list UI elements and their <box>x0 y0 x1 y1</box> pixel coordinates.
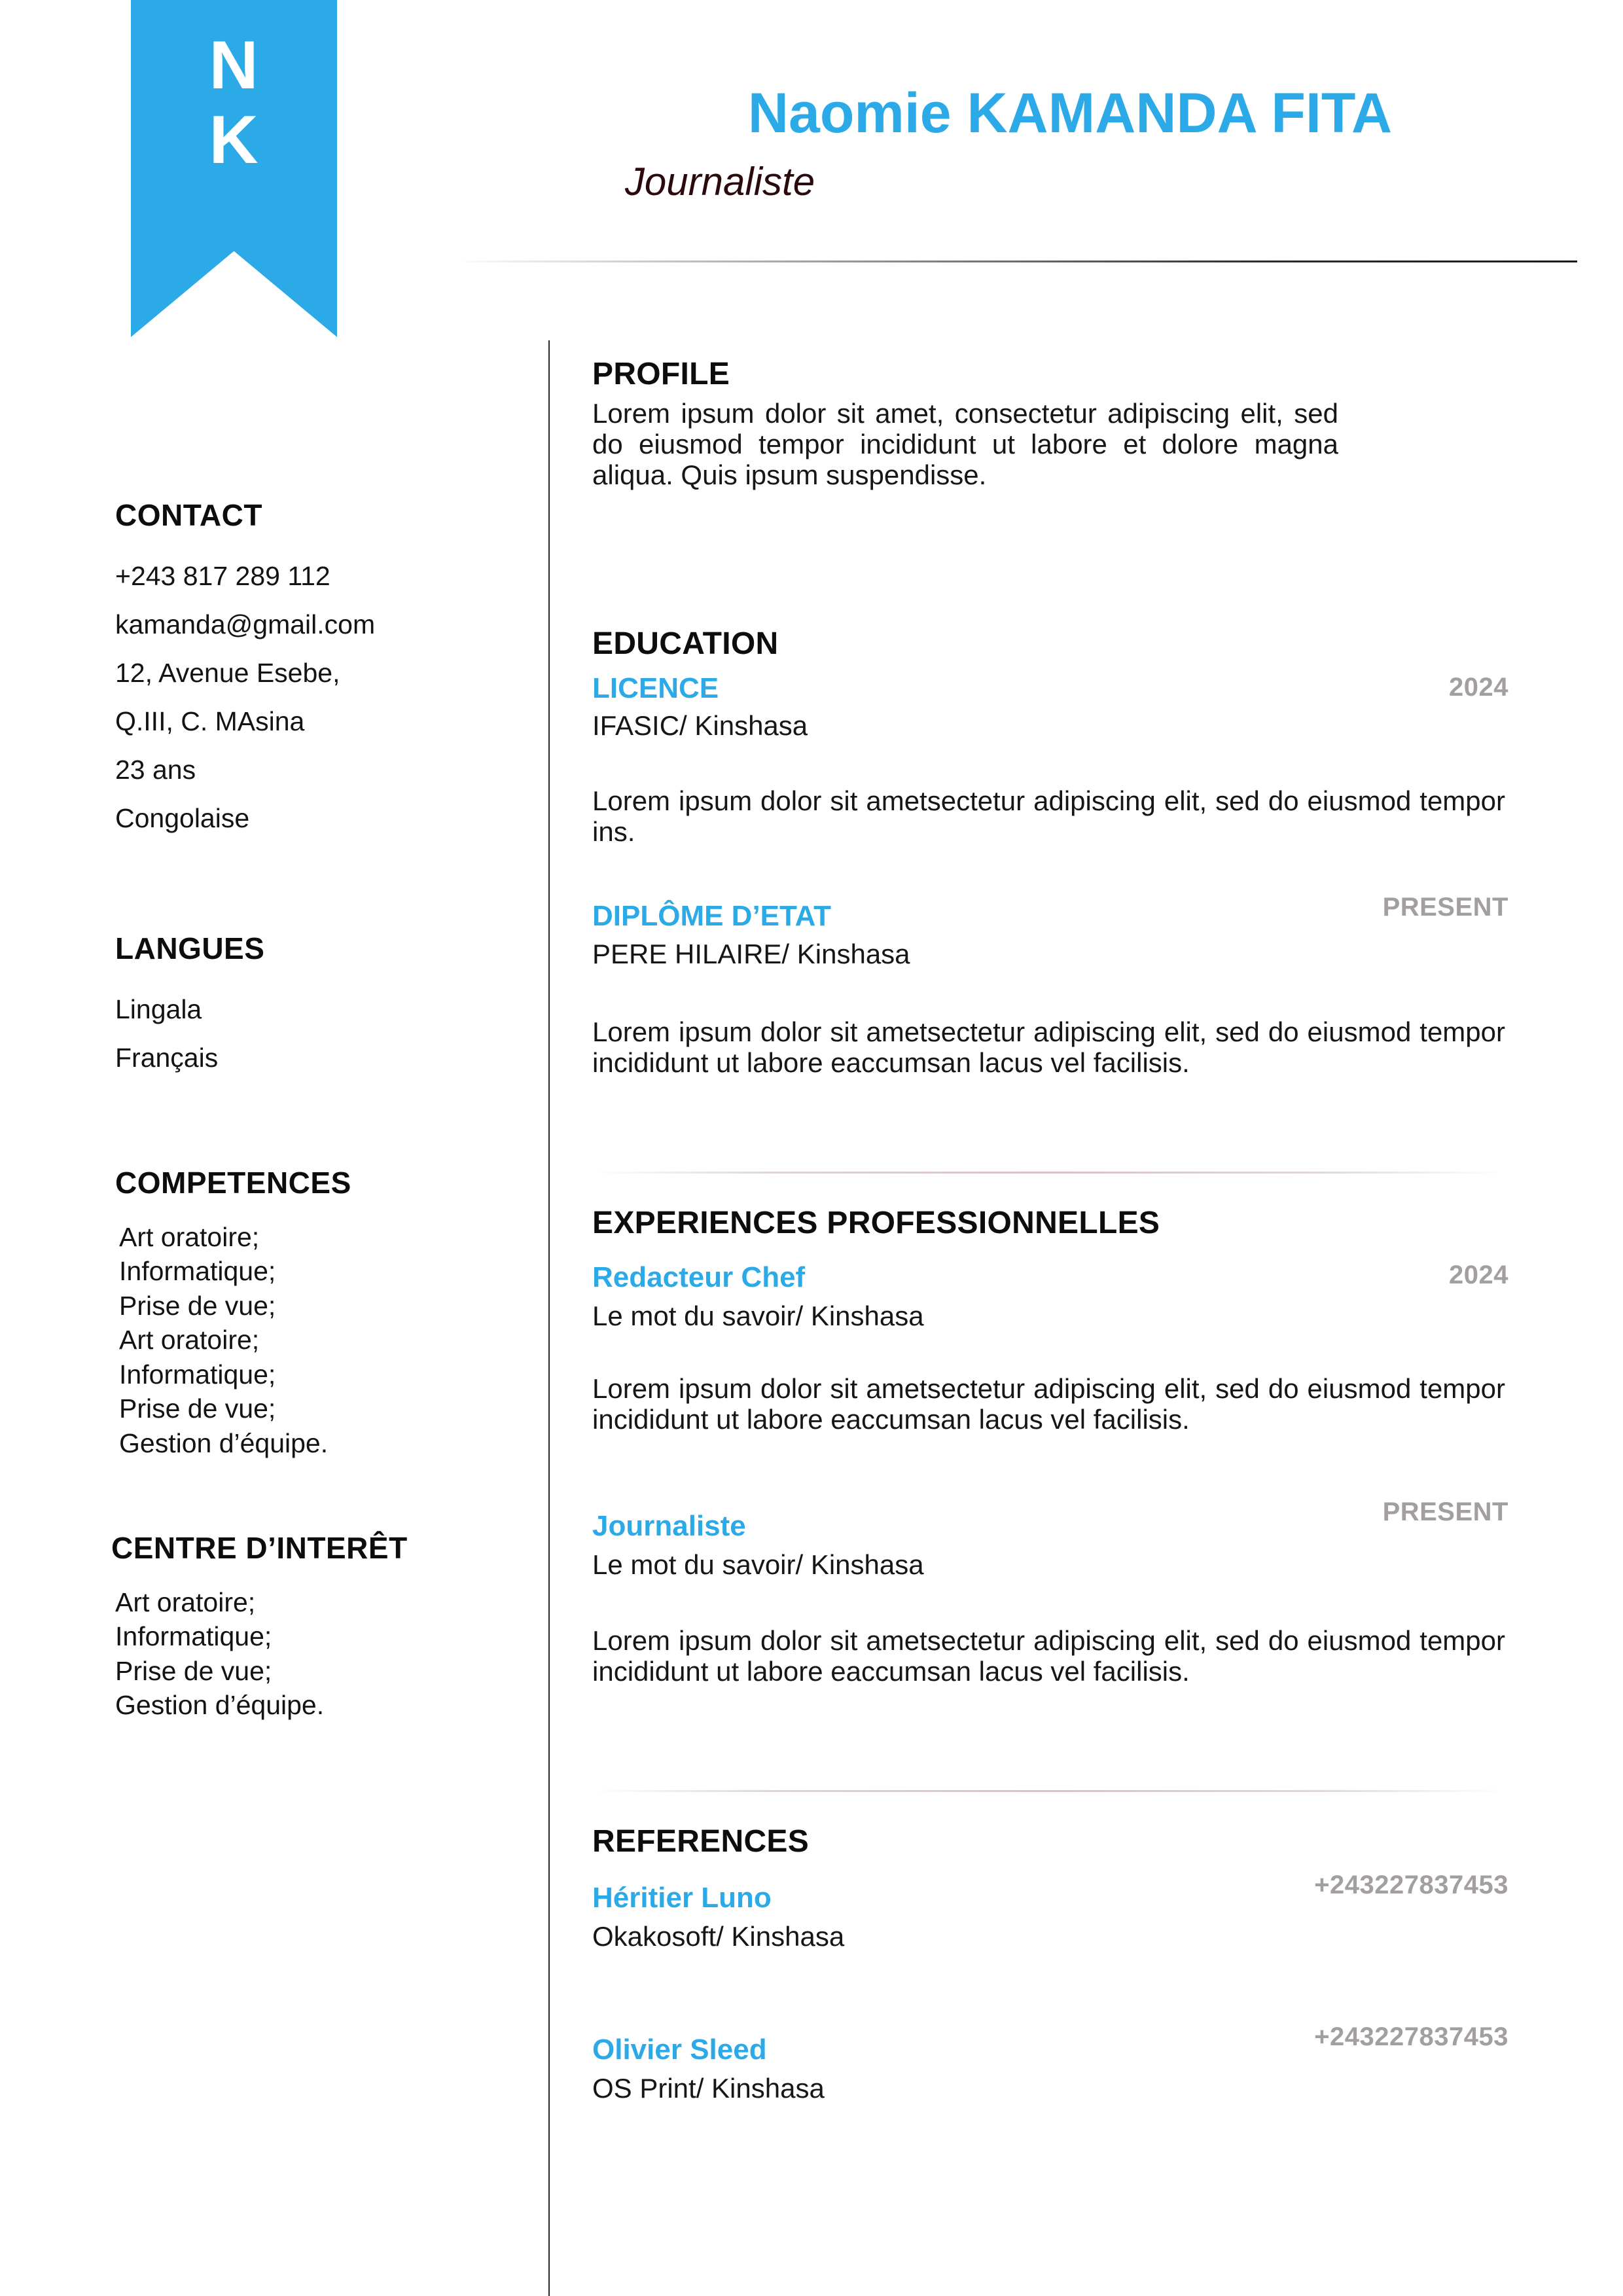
experience-entry-0-title: Redacteur Chef <box>592 1261 806 1293</box>
experience-entry-1-text: Lorem ipsum dolor sit ametsectetur adipiscing elit, sed do eiusmod tempor incididunt ut labore eaccumsan lacus vel facilisis. <box>592 1625 1505 1687</box>
experience-entry-0-date: 2024 <box>1449 1261 1508 1289</box>
competence-item-3: Art oratoire; <box>119 1325 260 1355</box>
contact-heading: CONTACT <box>115 498 262 532</box>
experience-entry-1-date: PRESENT <box>1382 1498 1508 1526</box>
section-divider-experiences-references <box>592 1790 1505 1792</box>
experiences-heading: EXPERIENCES PROFESSIONNELLES <box>592 1206 1160 1240</box>
interet-list <box>111 1585 556 1723</box>
candidate-role: Journaliste <box>624 160 815 204</box>
contact-email: kamanda@gmail.com <box>115 609 376 639</box>
education-entry-1-text: Lorem ipsum dolor sit ametsectetur adipiscing elit, sed do eiusmod tempor incididunt ut labore eaccumsan lacus vel facilisis. <box>592 1016 1505 1079</box>
interet-item-2: Prise de vue; <box>115 1655 272 1686</box>
langues-heading: LANGUES <box>115 931 265 965</box>
interet-heading: CENTRE D’INTERÊT <box>111 1531 408 1565</box>
education-entry-0-title: LICENCE <box>592 672 719 704</box>
reference-entry-1-name: Olivier Sleed <box>592 2034 767 2066</box>
contact-age: 23 ans <box>115 755 196 785</box>
column-divider <box>548 340 550 2296</box>
competence-item-0: Art oratoire; <box>119 1222 260 1252</box>
profile-text: Lorem ipsum dolor sit amet, consectetur adipiscing elit, sed do eiusmod tempor incididunt ut labore et dolore magna aliqua. Quis ipsum suspendisse. <box>592 398 1338 491</box>
interet-item-1: Informatique; <box>115 1621 272 1652</box>
langue-item-0: Lingala <box>115 994 202 1024</box>
education-entry-0-text: Lorem ipsum dolor sit ametsectetur adipiscing elit, sed do eiusmod tempor ins. <box>592 785 1505 848</box>
logo-initials <box>131 27 337 178</box>
competences-list <box>115 1220 547 1460</box>
education-entry-0-date: 2024 <box>1449 673 1508 702</box>
reference-entry-1-phone: +243227837453 <box>1314 2022 1508 2051</box>
experience-entry-1-title: Journaliste <box>592 1510 746 1542</box>
section-divider-education-experiences <box>592 1172 1505 1174</box>
profile-heading: PROFILE <box>592 357 730 391</box>
logo-initial-n: N <box>209 27 259 103</box>
contact-nationality: Congolaise <box>115 803 250 833</box>
competence-item-2: Prise de vue; <box>119 1290 276 1321</box>
contact-phone: +243 817 289 112 <box>115 561 330 591</box>
references-heading: REFERENCES <box>592 1824 810 1859</box>
reference-entry-0-name: Héritier Luno <box>592 1882 772 1914</box>
contact-address-line2: Q.III, C. MAsina <box>115 706 305 736</box>
competence-item-4: Informatique; <box>119 1359 276 1390</box>
interet-item-3: Gestion d’équipe. <box>115 1690 325 1721</box>
reference-entry-0-company: Okakosoft/ Kinshasa <box>592 1921 845 1952</box>
competence-item-6: Gestion d’équipe. <box>119 1427 329 1458</box>
logo-initial-k: K <box>209 102 259 178</box>
sidebar-section-contact <box>115 497 547 853</box>
education-entry-0-subtitle: IFASIC/ Kinshasa <box>592 710 808 741</box>
sidebar-section-interet <box>111 1530 556 1723</box>
header-divider <box>465 260 1577 262</box>
experience-entry-1-subtitle: Le mot du savoir/ Kinshasa <box>592 1549 924 1580</box>
experience-entry-0-text: Lorem ipsum dolor sit ametsectetur adipiscing elit, sed do eiusmod tempor incididunt ut labore eaccumsan lacus vel facilisis. <box>592 1373 1505 1435</box>
reference-entry-1-company: OS Print/ Kinshasa <box>592 2073 825 2104</box>
reference-entry-0-phone: +243227837453 <box>1314 1871 1508 1899</box>
competence-item-5: Prise de vue; <box>119 1393 276 1424</box>
education-entry-1-title: DIPLÔME D’ETAT <box>592 900 832 932</box>
competence-item-1: Informatique; <box>119 1256 276 1287</box>
langue-item-1: Français <box>115 1043 219 1073</box>
competences-heading: COMPETENCES <box>115 1166 351 1200</box>
interet-item-0: Art oratoire; <box>115 1587 256 1617</box>
contact-address-line1: 12, Avenue Esebe, <box>115 658 340 688</box>
education-entry-1-date: PRESENT <box>1382 893 1508 922</box>
sidebar-section-langues <box>115 931 547 1093</box>
candidate-name: Naomie KAMANDA FITA <box>747 82 1393 145</box>
education-heading: EDUCATION <box>592 626 779 661</box>
sidebar-section-competences <box>115 1165 547 1460</box>
education-entry-1-subtitle: PERE HILAIRE/ Kinshasa <box>592 939 910 969</box>
experience-entry-0-subtitle: Le mot du savoir/ Kinshasa <box>592 1300 924 1331</box>
